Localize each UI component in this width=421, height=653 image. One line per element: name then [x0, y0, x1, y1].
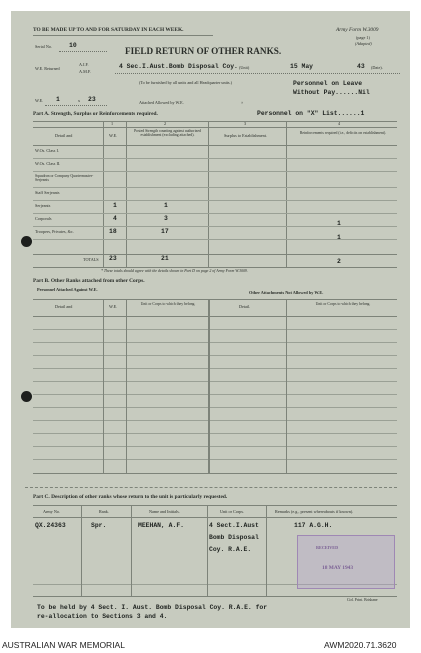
table-border	[33, 517, 397, 518]
caption-right: AWM2020.71.3620	[324, 640, 397, 650]
amf-label: A.M.F.	[79, 69, 91, 74]
serjeants-we: 1	[113, 202, 117, 209]
personnel-on-leave: Personnel on Leave	[293, 80, 363, 87]
row-label: W.Os. Class II.	[35, 161, 61, 166]
part-b-left-label: Personnel Attached Against W.E.	[37, 287, 98, 292]
totals-reinf: 2	[337, 258, 341, 265]
adapted-label: (Adapted)	[355, 41, 372, 46]
page-indicator: (page 1)	[356, 35, 370, 40]
row-line	[33, 381, 397, 382]
row-line	[33, 342, 397, 343]
table-border	[33, 316, 397, 317]
column-header: Rank.	[99, 509, 109, 514]
row-line	[33, 394, 397, 395]
date-suffix: (Date).	[371, 65, 383, 70]
form-title: FIELD RETURN OF OTHER RANKS.	[125, 46, 282, 56]
col-divider	[126, 299, 127, 473]
x-mark: ×	[241, 100, 244, 105]
part-b-right-label: Other Attachments Not Allowed by W.E.	[249, 290, 324, 295]
row-line	[33, 446, 397, 447]
col-number: 2	[164, 121, 167, 126]
unit-name: 4 Sec.I.Aust.Bomb Disposal Coy.	[119, 63, 238, 70]
part-a-title: Part A. Strength, Surplus or Reinforcements required.	[33, 111, 158, 117]
table-border	[33, 254, 397, 255]
furnished-note: (To be furnished by all units and all Headquarter units.)	[139, 80, 232, 85]
col-divider	[286, 121, 287, 267]
row-line	[33, 187, 397, 188]
col-number: 4	[338, 121, 341, 126]
row-line	[33, 158, 397, 159]
col-divider	[131, 505, 132, 596]
unit-line: Bomb Disposal	[209, 534, 259, 541]
without-pay: Without Pay......Nil	[293, 89, 370, 96]
underline	[45, 105, 107, 106]
received-stamp	[297, 535, 395, 589]
row-label: Squadron or Company Quartermaster-Serjeants	[35, 174, 94, 183]
rank: Spr.	[91, 522, 107, 529]
table-border	[33, 299, 397, 300]
col-divider	[208, 299, 210, 473]
row-line	[33, 433, 397, 434]
row-line	[33, 355, 397, 356]
row-line	[33, 226, 397, 227]
row-label: W.Os. Class I.	[35, 148, 59, 153]
corporals-reinf: 1	[337, 220, 341, 227]
return-date: 15 May	[290, 63, 314, 70]
row-line	[33, 329, 397, 330]
form-instruction: TO BE MADE UP TO AND FOR SATURDAY IN EACH WEEK.	[33, 27, 184, 33]
row-line	[33, 171, 397, 172]
unit-line: 4 Sect.I.Aust	[209, 522, 259, 529]
we-label: W.E.	[35, 98, 44, 103]
col-number: 3	[244, 121, 247, 126]
row-label: Troopers, Privates, &c.	[35, 229, 74, 234]
part-c-title: Part C. Description of other ranks whose return to the unit is particularly requested.	[33, 494, 228, 500]
column-header: Detail and	[55, 304, 73, 309]
col-divider	[266, 505, 267, 596]
army-form-number: Army Form W.3009	[336, 27, 379, 33]
row-line	[33, 200, 397, 201]
column-header: Unit or Corps to which they belong.	[315, 302, 371, 306]
underline	[59, 51, 107, 52]
column-header: Detail.	[239, 304, 251, 309]
we-value-1: 1	[56, 96, 60, 103]
print-note: Ctrl. Print. Brisbane	[347, 598, 378, 602]
totals-we: 23	[109, 255, 117, 262]
table-border	[33, 267, 397, 268]
underline	[115, 73, 400, 74]
column-header: Surplus to Establishment.	[224, 133, 267, 138]
caption-left: AUSTRALIAN WAR MEMORIAL	[2, 640, 125, 650]
totals-posted: 21	[161, 255, 169, 262]
col-divider	[103, 121, 104, 267]
serial-label: Serial No.	[35, 44, 52, 49]
aif-label: A.I.F.	[79, 62, 89, 67]
row-label: Staff Serjeants	[35, 190, 60, 195]
table-border	[33, 121, 397, 122]
row-line	[33, 368, 397, 369]
we-returned-label: W.E. Returned	[35, 66, 60, 71]
form-sheet	[11, 11, 410, 628]
we-x: x	[78, 98, 81, 103]
col-divider	[103, 299, 104, 473]
name-initials: MEEHAN, A.F.	[138, 522, 185, 529]
punch-hole	[21, 391, 32, 402]
row-line	[33, 239, 397, 240]
table-border	[33, 596, 397, 597]
row-line	[33, 459, 397, 460]
row-line	[33, 420, 397, 421]
personnel-x-list: Personnel on "X" List......1	[257, 110, 365, 117]
corporals-posted: 3	[164, 215, 168, 222]
footer-line: To be held by 4 Sect. I. Aust. Bomb Disposal Coy. R.A.E. for	[37, 604, 268, 611]
column-header: Unit or Corps.	[220, 509, 245, 514]
row-label: Corporals	[35, 216, 52, 221]
perforation-line	[25, 487, 397, 488]
totals-label: TOTALS	[83, 257, 99, 262]
col-divider	[286, 299, 287, 473]
col-number: 1	[111, 121, 114, 126]
footer-line: re-allocation to Sections 3 and 4.	[37, 613, 168, 620]
punch-hole	[21, 236, 32, 247]
table-border	[33, 505, 397, 506]
part-a-footnote: * These totals should agree with the details shown in Part D on page 2 of Army Form W.3009.	[101, 269, 248, 273]
col-divider	[208, 121, 209, 267]
we-value-2: 23	[88, 96, 96, 103]
table-border	[33, 145, 397, 146]
unit-suffix: (Unit)	[239, 65, 250, 70]
col-divider	[126, 121, 127, 267]
column-header: Name and Initials.	[149, 509, 180, 514]
column-header: Detail and	[55, 133, 73, 138]
column-header: W.E.	[109, 133, 118, 138]
column-header: Army No.	[43, 509, 60, 514]
row-label: Serjeants	[35, 203, 51, 208]
column-header: Posted Strength counting against authorized establishment (excluding attached).	[134, 129, 201, 138]
column-header: Remarks (e.g., present whereabouts if known).	[275, 509, 354, 514]
serjeants-posted: 1	[164, 202, 168, 209]
table-border	[33, 473, 397, 474]
row-line	[33, 407, 397, 408]
col-divider	[207, 505, 208, 596]
col-divider	[81, 505, 82, 596]
troopers-we: 18	[109, 228, 117, 235]
stamp-text: RECEIVED	[316, 545, 339, 550]
unit-line: Coy. R.A.E.	[209, 546, 252, 553]
column-header: Unit or Corps to which they belong.	[140, 302, 196, 306]
corporals-we: 4	[113, 215, 117, 222]
troopers-reinf: 1	[337, 234, 341, 241]
column-header: Reinforcements required (i.e., deficits on establishment).	[299, 131, 387, 135]
table-border	[33, 127, 397, 128]
return-year: 43	[357, 63, 365, 70]
troopers-posted: 17	[161, 228, 169, 235]
army-number: QX.24363	[35, 522, 66, 529]
remarks: 117 A.G.H.	[294, 522, 333, 529]
part-b-title: Part B. Other Ranks attached from other Corps.	[33, 278, 145, 284]
serial-value: 10	[69, 42, 77, 49]
stamp-date: 18 MAY 1943	[322, 565, 354, 571]
divider	[33, 35, 213, 36]
row-line	[33, 213, 397, 214]
column-header: W.E.	[109, 304, 118, 309]
attached-allowed-label: Attached Allowed by W.E.	[139, 100, 184, 105]
